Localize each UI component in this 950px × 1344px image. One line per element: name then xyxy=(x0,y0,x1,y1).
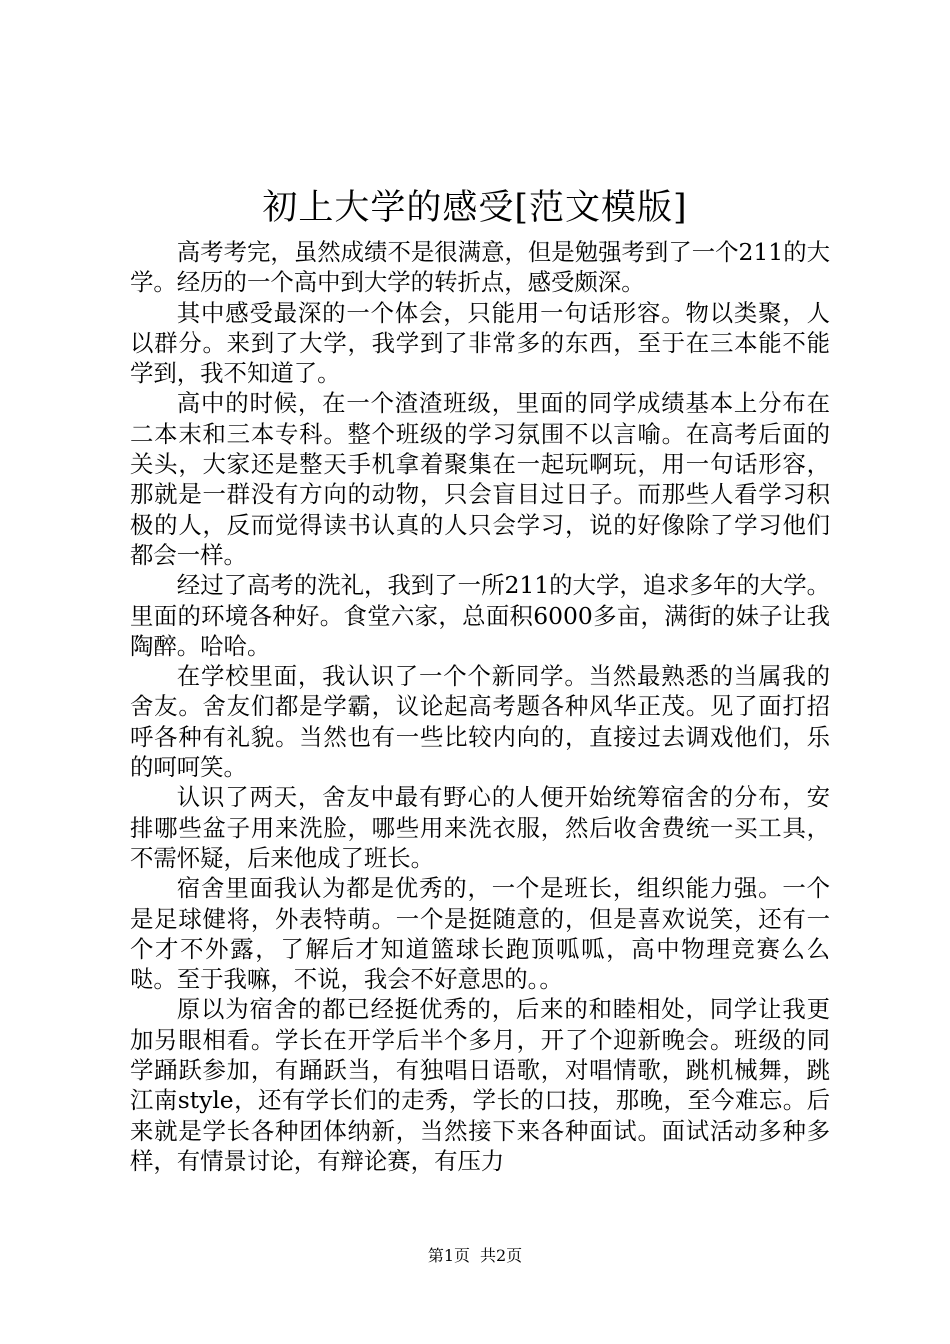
page-total: 共2页 xyxy=(480,1246,523,1265)
paragraph: 高考考完，虽然成绩不是很满意，但是勉强考到了一个211的大学。经历的一个高中到大学的转折点，感受颇深。 xyxy=(130,238,830,297)
paragraph: 在学校里面，我认识了一个个新同学。当然最熟悉的当属我的舍友。舍友们都是学霸，议论起高考题各种风华正茂。见了面打招呼各种有礼貌。当然也有一些比较内向的，直接过去调戏他们，乐的呵呵笑。 xyxy=(130,662,830,782)
paragraph: 宿舍里面我认为都是优秀的，一个是班长，组织能力强。一个是足球健将，外表特萌。一个是挺随意的，但是喜欢说笑，还有一个才不外露，了解后才知道篮球长跑顶呱呱，高中物理竞赛么么哒。至于我嘛，不说，我会不好意思的。。 xyxy=(130,874,830,994)
page-number: 第1页 xyxy=(427,1246,470,1265)
page-footer xyxy=(0,1244,950,1268)
paragraph: 其中感受最深的一个体会，只能用一句话形容。物以类聚，人以群分。来到了大学，我学到了非常多的东西，至于在三本能不能学到，我不知道了。 xyxy=(130,298,830,388)
document-body xyxy=(130,237,830,1176)
paragraph: 高中的时候，在一个渣渣班级，里面的同学成绩基本上分布在二本末和三本专科。整个班级的学习氛围不以言喻。在高考后面的关头，大家还是整天手机拿着聚集在一起玩啊玩，用一句话形容，那就是一群没有方向的动物，只会盲目过日子。而那些人看学习积极的人，反而觉得读书认真的人只会学习，说的好像除了学习他们都会一样。 xyxy=(130,389,830,569)
paragraph: 经过了高考的洗礼，我到了一所211的大学，追求多年的大学。里面的环境各种好。食堂六家，总面积6000多亩，满街的妹子让我陶醉。哈哈。 xyxy=(130,571,830,660)
paragraph: 认识了两天，舍友中最有野心的人便开始统筹宿舍的分布，安排哪些盆子用来洗脸，哪些用来洗衣服，然后收舍费统一买工具，不需怀疑，后来他成了班长。 xyxy=(130,783,830,872)
document-title: 初上大学的感受[范文模版] xyxy=(262,188,688,228)
paragraph: 原以为宿舍的都已经挺优秀的，后来的和睦相处，同学让我更加另眼相看。学长在开学后半个多月，开了个迎新晚会。班级的同学踊跃参加，有踊跃当，有独唱日语歌，对唱情歌，跳机械舞，跳江南style，还有学长们的走秀，学长的口技，那晚，至今难忘。后来就是学长各种团体纳新，当然接下来各种面试。面试活动多种多样，有情景讨论，有辩论赛，有压力 xyxy=(130,995,830,1175)
